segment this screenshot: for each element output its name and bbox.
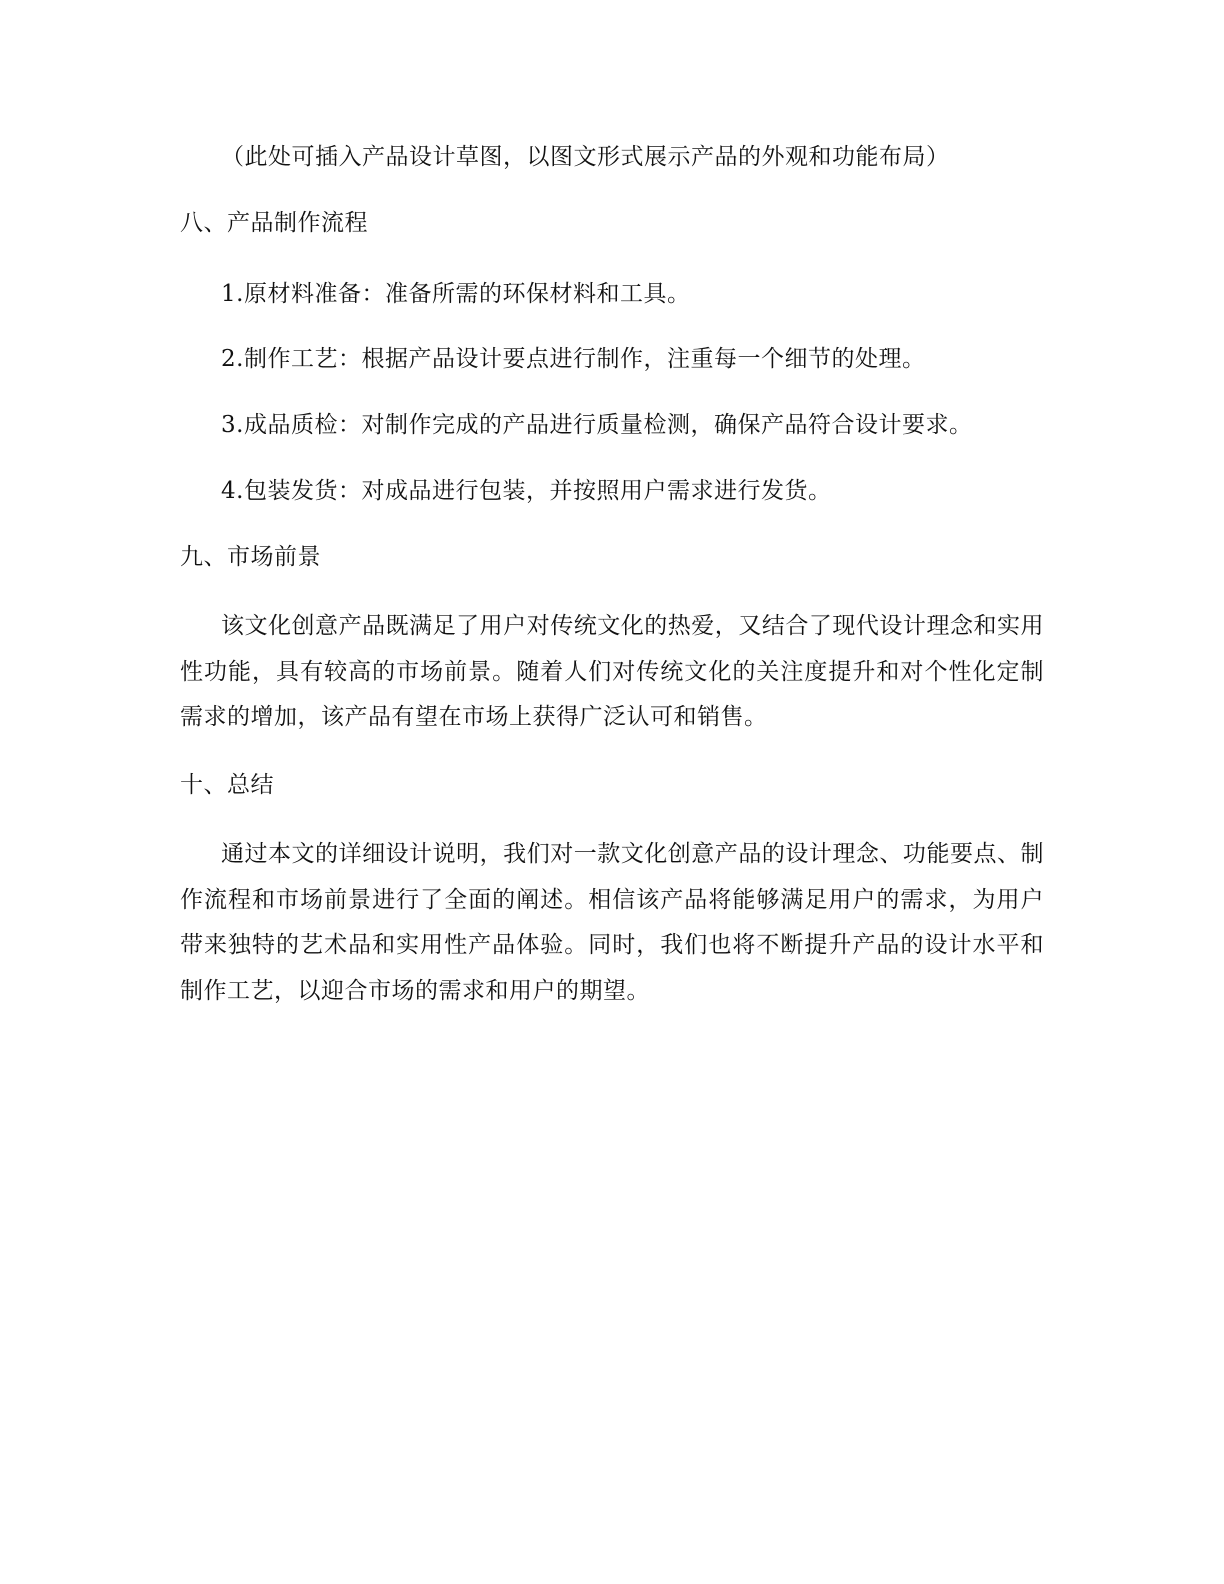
process-step-3: 3.成品质检：对制作完成的产品进行质量检测，确保产品符合设计要求。 [221, 412, 973, 438]
summary-paragraph: 通过本文的详细设计说明，我们对一款文化创意产品的设计理念、功能要点、制作流程和市场前景进行了全面的阐述。相信该产品将能够满足用户的需求，为用户带来独特的艺术品和实用性产品体验。同时，我们也将不断提升产品的设计水平和制作工艺，以迎合市场的需求和用户的期望。 [180, 841, 1044, 1004]
section-heading-summary: 十、总结 [180, 772, 274, 798]
process-step-1: 1.原材料准备：准备所需的环保材料和工具。 [221, 281, 691, 307]
process-step-2: 2.制作工艺：根据产品设计要点进行制作，注重每一个细节的处理。 [221, 346, 926, 372]
process-step-4: 4.包装发货：对成品进行包装，并按照用户需求进行发货。 [221, 478, 832, 504]
market-outlook-paragraph: 该文化创意产品既满足了用户对传统文化的热爱，又结合了现代设计理念和实用性功能，具有较高的市场前景。随着人们对传统文化的关注度提升和对个性化定制需求的增加，该产品有望在市场上获得广泛认可和销售。 [180, 613, 1044, 730]
section-heading-market-outlook: 九、市场前景 [180, 544, 321, 570]
section-heading-production-process: 八、产品制作流程 [180, 210, 368, 236]
sketch-placeholder-note: （此处可插入产品设计草图，以图文形式展示产品的外观和功能布局） [221, 144, 950, 170]
